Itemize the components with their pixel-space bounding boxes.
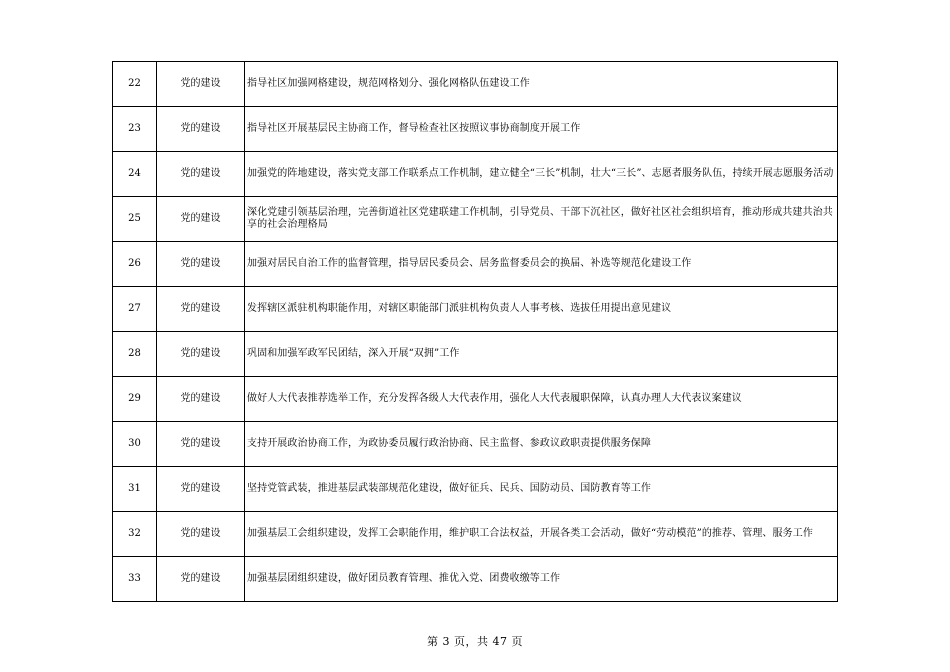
table-row: [113, 422, 838, 467]
row-number: 33: [113, 557, 157, 602]
responsibility-table: [112, 61, 838, 602]
row-category: 党的建设: [157, 377, 245, 422]
row-category: 党的建设: [157, 107, 245, 152]
row-description: 指导社区开展基层民主协商工作，督导检查社区按照议事协商制度开展工作: [245, 107, 838, 152]
row-category: 党的建设: [157, 557, 245, 602]
row-number: 29: [113, 377, 157, 422]
row-number: 22: [113, 62, 157, 107]
page-footer: 第 3 页，共 47 页: [427, 635, 523, 648]
table-row: [113, 512, 838, 557]
row-description: 指导社区加强网格建设，规范网格划分、强化网格队伍建设工作: [245, 62, 838, 107]
table-body: [113, 62, 838, 602]
row-number: 25: [113, 197, 157, 242]
row-number: 26: [113, 242, 157, 287]
table-row: [113, 287, 838, 332]
row-category: 党的建设: [157, 467, 245, 512]
row-description: 加强基层团组织建设，做好团员教育管理、推优入党、团费收缴等工作: [245, 557, 838, 602]
responsibility-table-container: [112, 61, 838, 602]
row-category: 党的建设: [157, 62, 245, 107]
row-description: 支持开展政治协商工作，为政协委员履行政治协商、民主监督、参政议政职责提供服务保障: [245, 422, 838, 467]
row-number: 32: [113, 512, 157, 557]
row-category: 党的建设: [157, 242, 245, 287]
row-description: 加强基层工会组织建设，发挥工会职能作用，维护职工合法权益，开展各类工会活动，做好“劳动模范”的推荐、管理、服务工作: [245, 512, 838, 557]
table-row: [113, 152, 838, 197]
table-row: [113, 332, 838, 377]
row-description: 加强对居民自治工作的监督管理，指导居民委员会、居务监督委员会的换届、补选等规范化建设工作: [245, 242, 838, 287]
table-row: [113, 62, 838, 107]
row-category: 党的建设: [157, 152, 245, 197]
row-category: 党的建设: [157, 197, 245, 242]
row-number: 31: [113, 467, 157, 512]
table-row: [113, 242, 838, 287]
row-description: 坚持党管武装，推进基层武装部规范化建设，做好征兵、民兵、国防动员、国防教育等工作: [245, 467, 838, 512]
table-row: [113, 197, 838, 242]
table-row: [113, 377, 838, 422]
row-description: 深化党建引领基层治理，完善街道社区党建联建工作机制，引导党员、干部下沉社区，做好社区社会组织培育，推动形成共建共治共享的社会治理格局: [245, 197, 838, 242]
row-number: 28: [113, 332, 157, 377]
row-category: 党的建设: [157, 422, 245, 467]
row-description: 巩固和加强军政军民团结，深入开展“双拥”工作: [245, 332, 838, 377]
row-number: 27: [113, 287, 157, 332]
row-category: 党的建设: [157, 287, 245, 332]
row-number: 24: [113, 152, 157, 197]
row-category: 党的建设: [157, 512, 245, 557]
table-row: [113, 107, 838, 152]
table-row: [113, 467, 838, 512]
row-description: 做好人大代表推荐选举工作，充分发挥各级人大代表作用，强化人大代表履职保障，认真办理人大代表议案建议: [245, 377, 838, 422]
table-row: [113, 557, 838, 602]
row-number: 23: [113, 107, 157, 152]
row-description: 加强党的阵地建设，落实党支部工作联系点工作机制，建立健全“三长”机制，壮大“三长”、志愿者服务队伍，持续开展志愿服务活动: [245, 152, 838, 197]
row-description: 发挥辖区派驻机构职能作用，对辖区职能部门派驻机构负责人人事考核、选拔任用提出意见建议: [245, 287, 838, 332]
row-category: 党的建设: [157, 332, 245, 377]
row-number: 30: [113, 422, 157, 467]
